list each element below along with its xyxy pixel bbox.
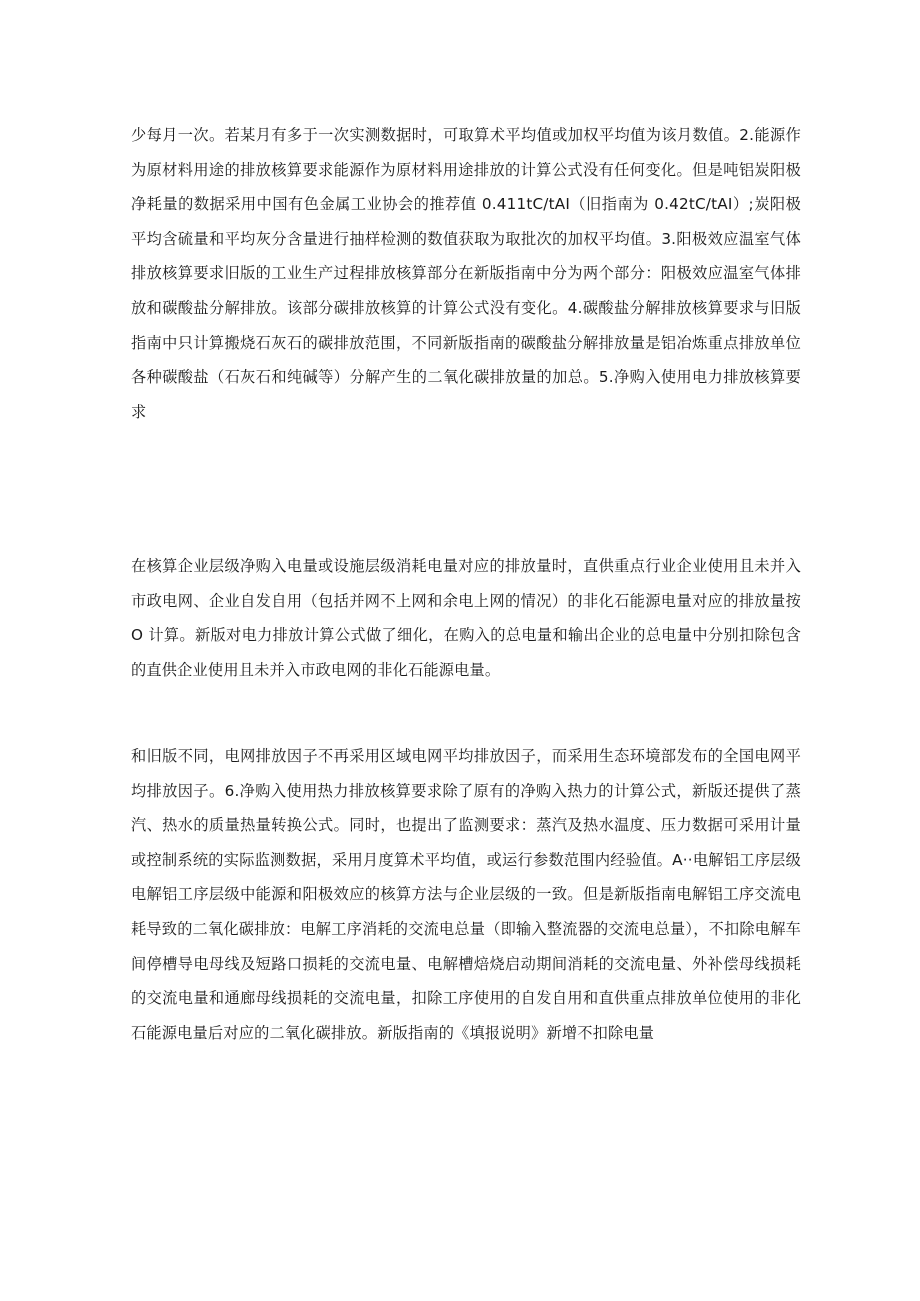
- paragraph-3: 和旧版不同，电网排放因子不再采用区域电网平均排放因子，而采用生态环境部发布的全国电网平均排放因子。6.净购入使用热力排放核算要求除了原有的净购入热力的计算公式，新版还提供了蒸汽、热水的质量热量转换公式。同时，也提出了监测要求：蒸汽及热水温度、压力数据可采用计量或控制系统的实际监测数据，采用月度算术平均值，或运行参数范围内经验值。A··电解铝工序层级电解铝工序层级中能源和阳极效应的核算方法与企业层级的一致。但是新版指南电解铝工序交流电耗导致的二氧化碳排放：电解工序消耗的交流电总量（即输入整流器的交流电总量），不扣除电解车间停槽导电母线及短路口损耗的交流电量、电解槽焙烧启动期间消耗的交流电量、外补偿母线损耗的交流电量和通廊母线损耗的交流电量，扣除工序使用的自发自用和直供重点排放单位使用的非化石能源电量后对应的二氧化碳排放。新版指南的《填报说明》新增不扣除电量: [131, 747, 801, 1042]
- paragraph-2: 在核算企业层级净购入电量或设施层级消耗电量对应的排放量时，直供重点行业企业使用且未并入市政电网、企业自发自用（包括并网不上网和余电上网的情况）的非化石能源电量对应的排放量按 O 计算。新版对电力排放计算公式做了细化，在购入的总电量和输出企业的总电量中分别扣除包含的直供企业使用且未并入市政电网的非化石能源电量。: [131, 557, 801, 679]
- paragraph-1: 少每月一次。若某月有多于一次实测数据时，可取算术平均值或加权平均值为该月数值。2.能源作为原材料用途的排放核算要求能源作为原材料用途排放的计算公式没有任何变化。但是吨铝炭阳极净耗量的数据采用中国有色金属工业协会的推荐值 0.411tC/tAI（旧指南为 0.42tC/tAI）;炭阳极平均含硫量和平均灰分含量进行抽样检测的数值获取为取批次的加权平均值。3.阳极效应温室气体排放核算要求旧版的工业生产过程排放核算部分在新版指南中分为两个部分：阳极效应温室气体排放和碳酸盐分解排放。该部分碳排放核算的计算公式没有变化。4.碳酸盐分解排放核算要求与旧版指南中只计算搬烧石灰石的碳排放范围，不同新版指南的碳酸盐分解排放量是铝冶炼重点排放单位各种碳酸盐（石灰石和纯碱等）分解产生的二氧化碳排放量的加总。5.净购入使用电力排放核算要求: [131, 126, 801, 421]
